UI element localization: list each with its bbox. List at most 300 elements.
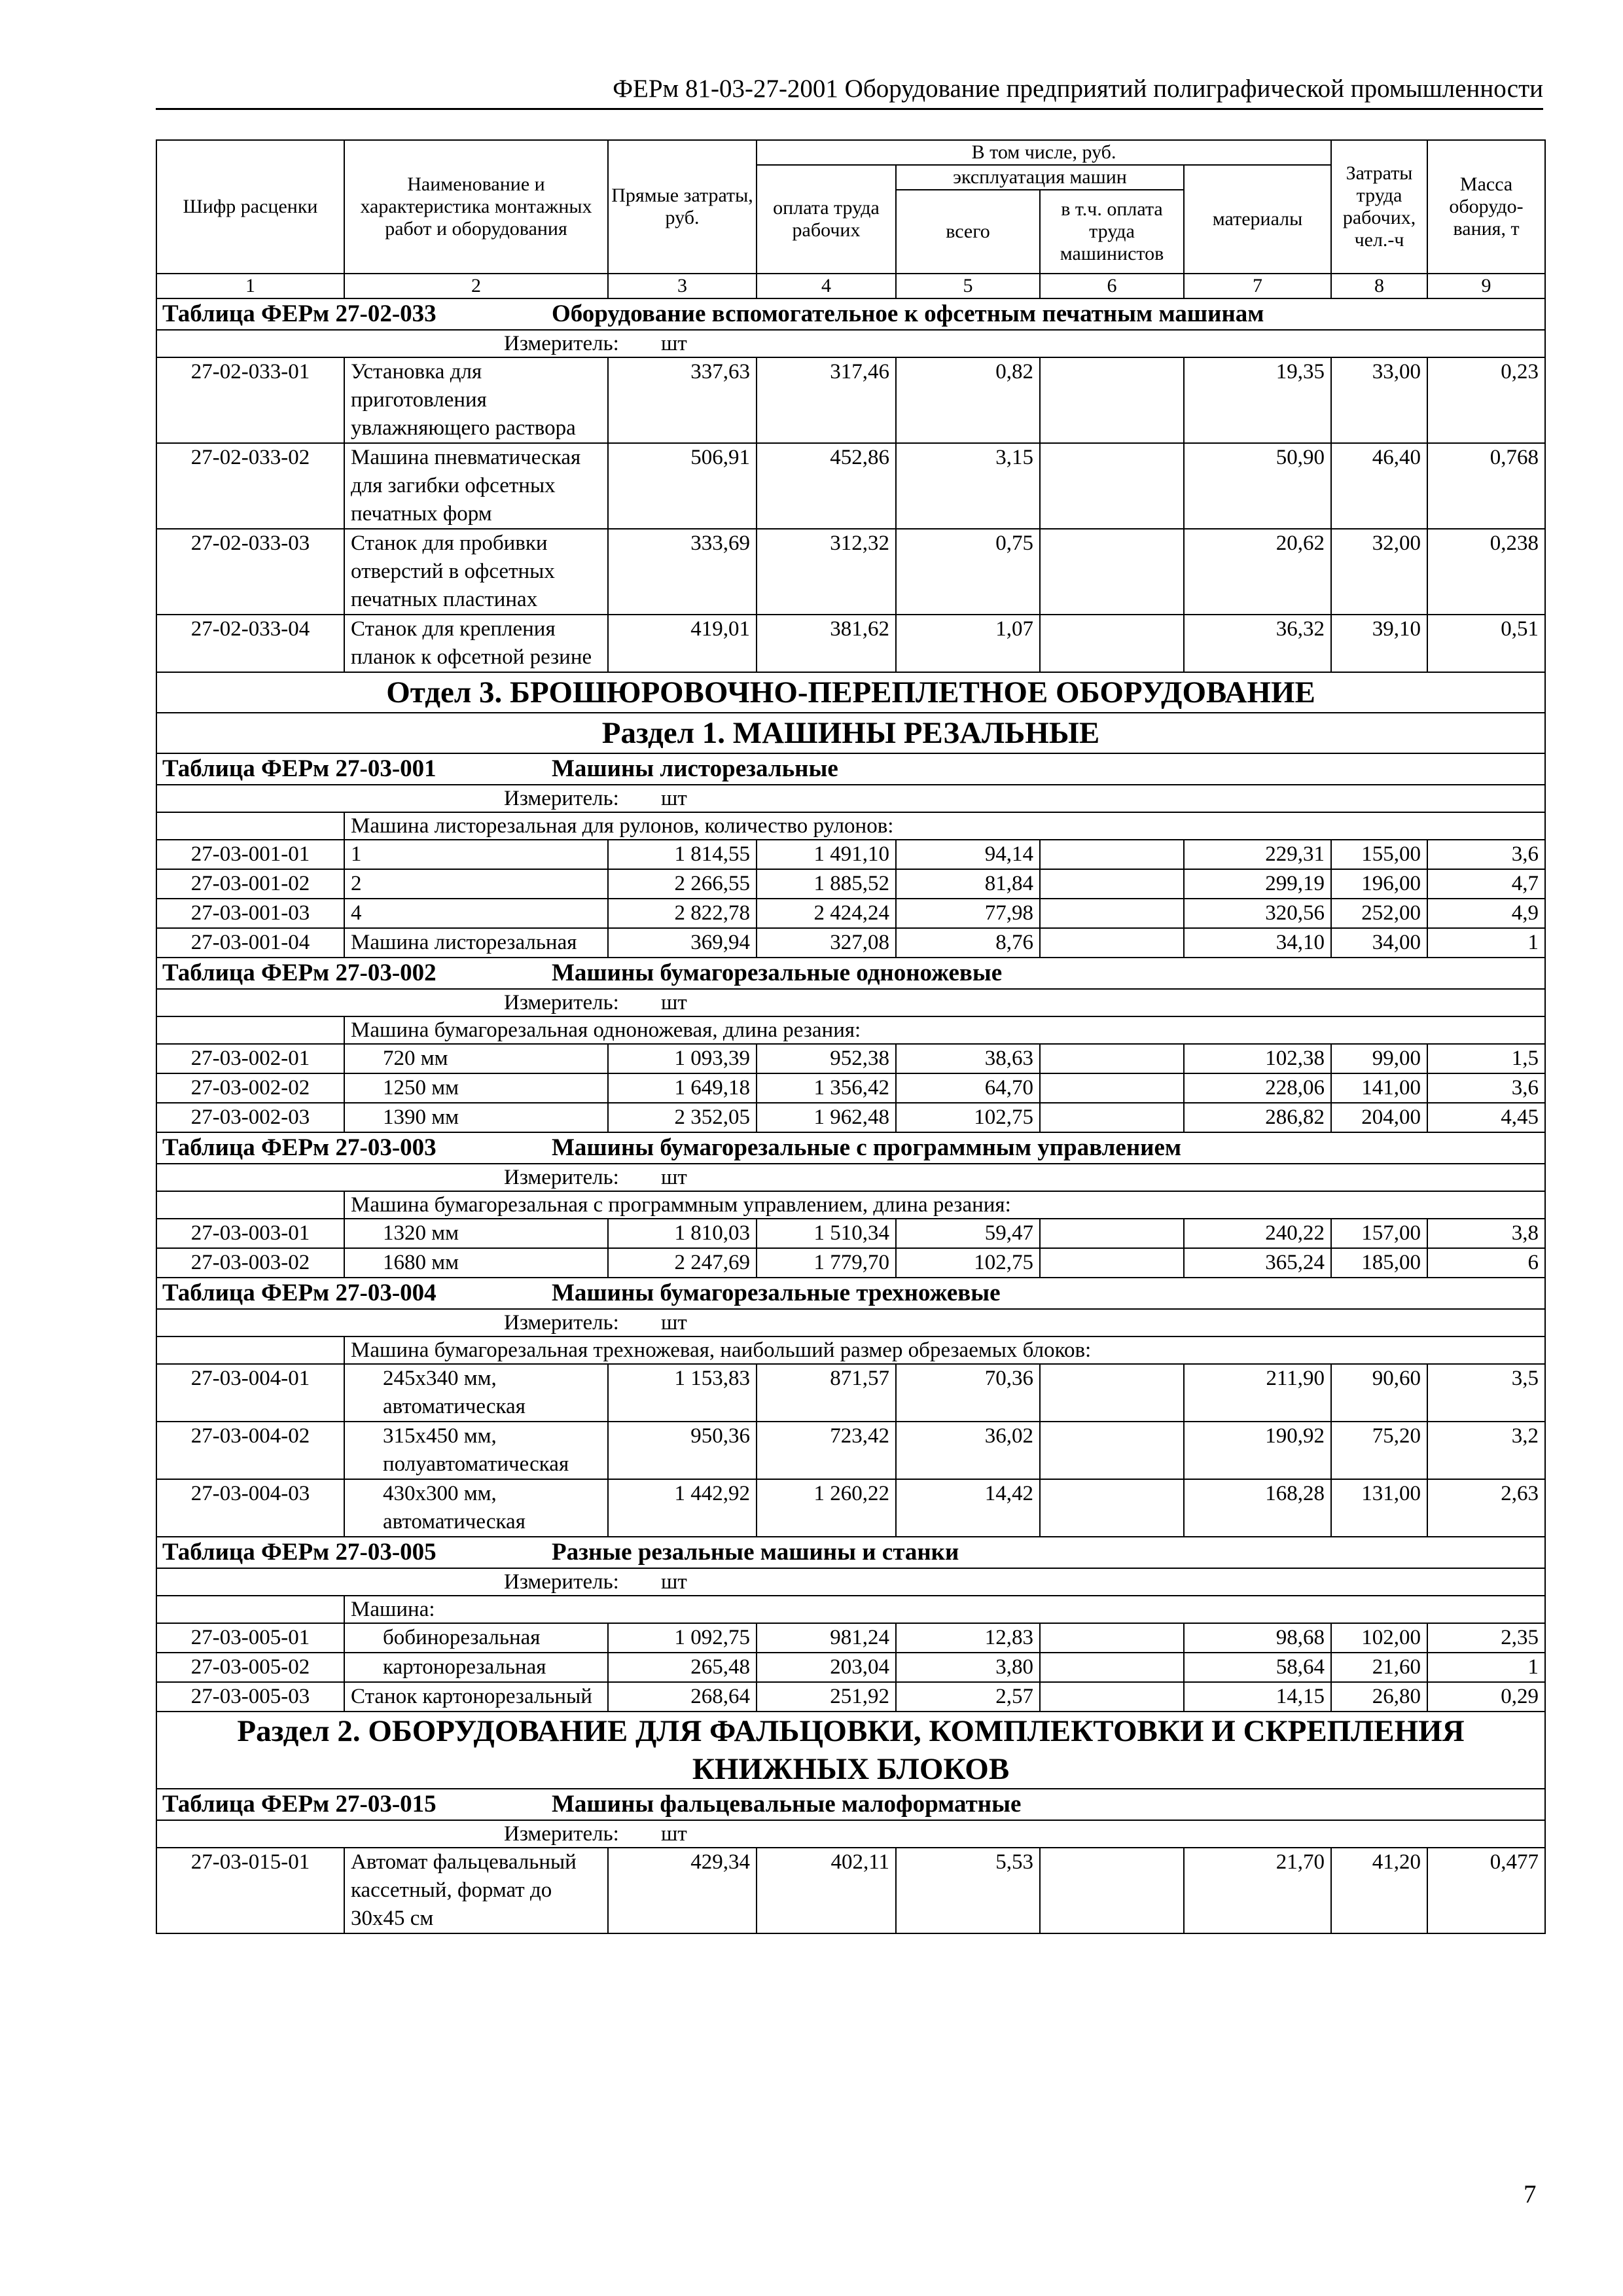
section-heading-row [156, 672, 1545, 713]
item-name: Машина пневматическая для загибки офсетных печатных форм [344, 443, 608, 529]
value-mass: 0,23 [1427, 357, 1545, 443]
value-mat: 286,82 [1184, 1103, 1331, 1132]
table-title: Машины бумагорезальные с программным управлением [552, 1134, 1182, 1161]
table-code: Таблица ФЕРм 27-02-033 [162, 300, 437, 327]
value-mach: 94,14 [896, 840, 1040, 869]
value-mat: 240,22 [1184, 1219, 1331, 1248]
table-title-row [156, 1537, 1545, 1568]
value-mass: 4,7 [1427, 869, 1545, 899]
rate-code: 27-03-004-03 [156, 1479, 344, 1537]
table-row [156, 1623, 1545, 1653]
value-mach: 0,75 [896, 529, 1040, 615]
rate-code: 27-03-002-03 [156, 1103, 344, 1132]
value-labor: 155,00 [1331, 840, 1427, 869]
table-row [156, 1364, 1545, 1422]
table-row [156, 443, 1545, 529]
rate-code: 27-03-001-01 [156, 840, 344, 869]
measure-label: Измеритель: [504, 1822, 619, 1846]
value-wage: 1 962,48 [757, 1103, 896, 1132]
rate-code: 27-03-002-01 [156, 1044, 344, 1073]
value-mass: 1,5 [1427, 1044, 1545, 1073]
value-direct: 268,64 [608, 1682, 757, 1712]
subsection-heading: Раздел 1. МАШИНЫ РЕЗАЛЬНЫЕ [156, 713, 1545, 753]
value-direct: 1 442,92 [608, 1479, 757, 1537]
value-labor: 39,10 [1331, 615, 1427, 672]
table-row [156, 928, 1545, 958]
value-mat: 20,62 [1184, 529, 1331, 615]
value-drv [1040, 1479, 1184, 1537]
value-labor: 26,80 [1331, 1682, 1427, 1712]
table-row [156, 615, 1545, 672]
item-name: 4 [344, 899, 608, 928]
table-row [156, 529, 1545, 615]
table-title-row [156, 298, 1545, 330]
value-mat: 365,24 [1184, 1248, 1331, 1278]
measure-label: Измеритель: [504, 1311, 619, 1335]
item-name: 245х340 мм, автоматическая [344, 1364, 608, 1422]
item-name: бобинорезальная [344, 1623, 608, 1653]
measure-label: Измеритель: [504, 1166, 619, 1189]
group-label: Машина листорезальная для рулонов, количество рулонов: [344, 812, 1545, 840]
value-direct: 265,48 [608, 1653, 757, 1682]
table-title: Оборудование вспомогательное к офсетным печатным машинам [552, 300, 1264, 327]
table-title-cell [156, 1132, 1545, 1164]
value-drv [1040, 899, 1184, 928]
value-labor: 32,00 [1331, 529, 1427, 615]
measure-unit: шт [661, 787, 687, 810]
value-mat: 102,38 [1184, 1044, 1331, 1073]
header-rule [156, 108, 1543, 110]
value-wage: 203,04 [757, 1653, 896, 1682]
item-name: Станок для пробивки отверстий в офсетных печатных пластинах [344, 529, 608, 615]
value-mass: 0,29 [1427, 1682, 1545, 1712]
subsection-heading-row [156, 713, 1545, 753]
table-row [156, 1044, 1545, 1073]
value-mat: 21,70 [1184, 1848, 1331, 1933]
measure-unit: шт [661, 332, 687, 355]
value-drv [1040, 357, 1184, 443]
value-direct: 1 153,83 [608, 1364, 757, 1422]
group-row [156, 1596, 1545, 1623]
measure-row [156, 1568, 1545, 1596]
item-name: 1680 мм [344, 1248, 608, 1278]
value-mat: 299,19 [1184, 869, 1331, 899]
value-labor: 46,40 [1331, 443, 1427, 529]
value-mass: 1 [1427, 1653, 1545, 1682]
value-mass: 3,6 [1427, 840, 1545, 869]
value-mass: 1 [1427, 928, 1545, 958]
table-row [156, 1248, 1545, 1278]
item-name: 1 [344, 840, 608, 869]
value-wage: 251,92 [757, 1682, 896, 1712]
table-header [156, 140, 1545, 298]
value-direct: 337,63 [608, 357, 757, 443]
col-direct-header: Прямые затраты, руб. [608, 140, 757, 274]
group-spacer [156, 1336, 344, 1364]
table-code: Таблица ФЕРм 27-03-004 [162, 1280, 437, 1306]
table-row [156, 1073, 1545, 1103]
value-direct: 950,36 [608, 1422, 757, 1479]
table-row [156, 357, 1545, 443]
col-index: 5 [896, 274, 1040, 298]
measure-unit: шт [661, 991, 687, 1014]
value-drv [1040, 1044, 1184, 1073]
rate-code: 27-02-033-02 [156, 443, 344, 529]
measure-cell [156, 785, 1545, 812]
table-title-cell [156, 753, 1545, 785]
value-mass: 0,477 [1427, 1848, 1545, 1933]
group-row [156, 1191, 1545, 1219]
value-direct: 1 814,55 [608, 840, 757, 869]
col-index: 8 [1331, 274, 1427, 298]
value-direct: 2 247,69 [608, 1248, 757, 1278]
rate-code: 27-02-033-01 [156, 357, 344, 443]
measure-unit: шт [661, 1311, 687, 1335]
rate-code: 27-03-004-02 [156, 1422, 344, 1479]
value-mat: 50,90 [1184, 443, 1331, 529]
measure-unit: шт [661, 1570, 687, 1594]
value-mach: 102,75 [896, 1103, 1040, 1132]
value-labor: 102,00 [1331, 1623, 1427, 1653]
column-index-row [156, 274, 1545, 298]
value-mass: 0,51 [1427, 615, 1545, 672]
measure-unit: шт [661, 1822, 687, 1846]
value-labor: 33,00 [1331, 357, 1427, 443]
col-index: 3 [608, 274, 757, 298]
value-mat: 228,06 [1184, 1073, 1331, 1103]
table-row [156, 869, 1545, 899]
value-mat: 320,56 [1184, 899, 1331, 928]
value-drv [1040, 443, 1184, 529]
group-spacer [156, 1596, 344, 1623]
item-name: Машина листорезальная [344, 928, 608, 958]
value-drv [1040, 928, 1184, 958]
group-row [156, 1336, 1545, 1364]
value-labor: 196,00 [1331, 869, 1427, 899]
value-wage: 327,08 [757, 928, 896, 958]
col-mass-header: Масса оборудо-вания, т [1427, 140, 1545, 274]
table-title-cell [156, 958, 1545, 989]
value-wage: 381,62 [757, 615, 896, 672]
col-index: 9 [1427, 274, 1545, 298]
table-title-row [156, 958, 1545, 989]
table-row [156, 1653, 1545, 1682]
item-name: 1250 мм [344, 1073, 608, 1103]
value-direct: 333,69 [608, 529, 757, 615]
table-title: Машины бумагорезальные одноножевые [552, 960, 1003, 986]
table-code: Таблица ФЕРм 27-03-015 [162, 1791, 437, 1818]
value-mach: 64,70 [896, 1073, 1040, 1103]
value-wage: 952,38 [757, 1044, 896, 1073]
value-drv [1040, 1248, 1184, 1278]
group-label: Машина бумагорезальная с программным управлением, длина резания: [344, 1191, 1545, 1219]
value-mat: 58,64 [1184, 1653, 1331, 1682]
value-drv [1040, 1623, 1184, 1653]
value-direct: 1 092,75 [608, 1623, 757, 1653]
section-heading: Отдел 3. БРОШЮРОВОЧНО-ПЕРЕПЛЕТНОЕ ОБОРУДОВАНИЕ [156, 672, 1545, 713]
value-mass: 3,5 [1427, 1364, 1545, 1422]
col-index: 1 [156, 274, 344, 298]
value-mass: 0,238 [1427, 529, 1545, 615]
table-row [156, 899, 1545, 928]
value-mat: 229,31 [1184, 840, 1331, 869]
item-name: Станок картонорезальный [344, 1682, 608, 1712]
measure-cell [156, 330, 1545, 357]
measure-cell [156, 1820, 1545, 1848]
value-drv [1040, 1073, 1184, 1103]
table-title-row [156, 753, 1545, 785]
value-wage: 1 491,10 [757, 840, 896, 869]
measure-label: Измеритель: [504, 787, 619, 810]
table-body [156, 298, 1545, 1933]
value-wage: 402,11 [757, 1848, 896, 1933]
group-row [156, 812, 1545, 840]
value-mass: 2,35 [1427, 1623, 1545, 1653]
item-name: Установка для приготовления увлажняющего раствора [344, 357, 608, 443]
rate-code: 27-03-015-01 [156, 1848, 344, 1933]
measure-cell [156, 1164, 1545, 1191]
value-direct: 419,01 [608, 615, 757, 672]
table-title: Машины листорезальные [552, 755, 838, 782]
value-labor: 75,20 [1331, 1422, 1427, 1479]
value-mach: 3,80 [896, 1653, 1040, 1682]
rate-code: 27-03-005-02 [156, 1653, 344, 1682]
value-mass: 3,2 [1427, 1422, 1545, 1479]
value-direct: 1 810,03 [608, 1219, 757, 1248]
col-materials-header: материалы [1184, 165, 1331, 274]
rate-code: 27-03-001-03 [156, 899, 344, 928]
value-mass: 4,45 [1427, 1103, 1545, 1132]
value-mach: 36,02 [896, 1422, 1040, 1479]
col-drivers-header: в т.ч. оплата труда машинистов [1040, 190, 1184, 274]
value-mach: 14,42 [896, 1479, 1040, 1537]
col-code-header: Шифр расценки [156, 140, 344, 274]
value-mass: 3,8 [1427, 1219, 1545, 1248]
rates-table [156, 139, 1546, 1934]
group-spacer [156, 1016, 344, 1044]
table-code: Таблица ФЕРм 27-03-001 [162, 755, 437, 782]
value-direct: 2 266,55 [608, 869, 757, 899]
value-mach: 81,84 [896, 869, 1040, 899]
value-mass: 6 [1427, 1248, 1545, 1278]
col-incl-header: В том числе, руб. [757, 140, 1331, 165]
table-title-cell [156, 1789, 1545, 1820]
table-row [156, 1848, 1545, 1933]
value-mat: 98,68 [1184, 1623, 1331, 1653]
value-drv [1040, 1422, 1184, 1479]
rate-code: 27-02-033-04 [156, 615, 344, 672]
item-name: 1390 мм [344, 1103, 608, 1132]
value-labor: 252,00 [1331, 899, 1427, 928]
value-mach: 8,76 [896, 928, 1040, 958]
value-drv [1040, 840, 1184, 869]
rate-code: 27-03-002-02 [156, 1073, 344, 1103]
value-direct: 2 822,78 [608, 899, 757, 928]
table-title: Машины фальцевальные малоформатные [552, 1791, 1022, 1818]
col-index: 7 [1184, 274, 1331, 298]
value-direct: 2 352,05 [608, 1103, 757, 1132]
value-direct: 1 093,39 [608, 1044, 757, 1073]
table-row [156, 1422, 1545, 1479]
col-index: 6 [1040, 274, 1184, 298]
table-row [156, 1682, 1545, 1712]
value-labor: 21,60 [1331, 1653, 1427, 1682]
value-direct: 506,91 [608, 443, 757, 529]
value-mat: 14,15 [1184, 1682, 1331, 1712]
value-mat: 19,35 [1184, 357, 1331, 443]
running-header: ФЕРм 81-03-27-2001 Оборудование предприятий полиграфической промышленности [613, 75, 1543, 103]
rate-code: 27-03-003-01 [156, 1219, 344, 1248]
table-code: Таблица ФЕРм 27-03-005 [162, 1539, 437, 1566]
value-labor: 99,00 [1331, 1044, 1427, 1073]
table-title-cell [156, 1278, 1545, 1309]
rate-code: 27-03-003-02 [156, 1248, 344, 1278]
col-index: 4 [757, 274, 896, 298]
measure-row [156, 1820, 1545, 1848]
col-machines-header: эксплуатация машин [896, 165, 1184, 190]
item-name: картонорезальная [344, 1653, 608, 1682]
value-mass: 4,9 [1427, 899, 1545, 928]
value-labor: 185,00 [1331, 1248, 1427, 1278]
value-labor: 131,00 [1331, 1479, 1427, 1537]
value-direct: 429,34 [608, 1848, 757, 1933]
group-row [156, 1016, 1545, 1044]
table-title-row [156, 1789, 1545, 1820]
value-wage: 1 510,34 [757, 1219, 896, 1248]
rate-code: 27-03-005-01 [156, 1623, 344, 1653]
value-mach: 77,98 [896, 899, 1040, 928]
value-drv [1040, 1364, 1184, 1422]
rate-code: 27-03-001-04 [156, 928, 344, 958]
value-wage: 452,86 [757, 443, 896, 529]
rate-code: 27-02-033-03 [156, 529, 344, 615]
measure-row [156, 1164, 1545, 1191]
measure-label: Измеритель: [504, 1570, 619, 1594]
value-wage: 1 885,52 [757, 869, 896, 899]
page-number: 7 [1524, 2180, 1537, 2208]
col-labor-header: Затраты труда рабочих, чел.-ч [1331, 140, 1427, 274]
value-mat: 190,92 [1184, 1422, 1331, 1479]
subsection-heading: Раздел 2. ОБОРУДОВАНИЕ ДЛЯ ФАЛЬЦОВКИ, КОМПЛЕКТОВКИ И СКРЕПЛЕНИЯ КНИЖНЫХ БЛОКОВ [156, 1712, 1545, 1789]
value-wage: 1 260,22 [757, 1479, 896, 1537]
value-labor: 34,00 [1331, 928, 1427, 958]
value-wage: 981,24 [757, 1623, 896, 1653]
value-direct: 369,94 [608, 928, 757, 958]
value-mach: 1,07 [896, 615, 1040, 672]
value-drv [1040, 1103, 1184, 1132]
value-mach: 2,57 [896, 1682, 1040, 1712]
value-mach: 59,47 [896, 1219, 1040, 1248]
value-labor: 41,20 [1331, 1848, 1427, 1933]
value-labor: 141,00 [1331, 1073, 1427, 1103]
measure-row [156, 330, 1545, 357]
value-wage: 2 424,24 [757, 899, 896, 928]
table-title-cell [156, 298, 1545, 330]
item-name: 720 мм [344, 1044, 608, 1073]
value-wage: 1 356,42 [757, 1073, 896, 1103]
col-total-header: всего [896, 190, 1040, 274]
value-drv [1040, 615, 1184, 672]
value-mach: 70,36 [896, 1364, 1040, 1422]
measure-row [156, 989, 1545, 1016]
item-name: 315х450 мм, полуавтоматическая [344, 1422, 608, 1479]
value-wage: 871,57 [757, 1364, 896, 1422]
value-mat: 211,90 [1184, 1364, 1331, 1422]
group-spacer [156, 1191, 344, 1219]
item-name: 2 [344, 869, 608, 899]
table-title: Машины бумагорезальные трехножевые [552, 1280, 1001, 1306]
value-mach: 38,63 [896, 1044, 1040, 1073]
value-wage: 317,46 [757, 357, 896, 443]
group-label: Машина бумагорезальная трехножевая, наибольший размер обрезаемых блоков: [344, 1336, 1545, 1364]
value-drv [1040, 869, 1184, 899]
value-drv [1040, 1848, 1184, 1933]
measure-row [156, 1309, 1545, 1336]
rate-code: 27-03-005-03 [156, 1682, 344, 1712]
value-mat: 34,10 [1184, 928, 1331, 958]
item-name: 1320 мм [344, 1219, 608, 1248]
table-code: Таблица ФЕРм 27-03-003 [162, 1134, 437, 1161]
table-row [156, 1479, 1545, 1537]
value-labor: 157,00 [1331, 1219, 1427, 1248]
value-mach: 102,75 [896, 1248, 1040, 1278]
table-row [156, 1103, 1545, 1132]
item-name: 430х300 мм, автоматическая [344, 1479, 608, 1537]
value-drv [1040, 1653, 1184, 1682]
value-mass: 3,6 [1427, 1073, 1545, 1103]
measure-cell [156, 1568, 1545, 1596]
group-label: Машина: [344, 1596, 1545, 1623]
group-spacer [156, 812, 344, 840]
value-wage: 1 779,70 [757, 1248, 896, 1278]
measure-cell [156, 989, 1545, 1016]
measure-row [156, 785, 1545, 812]
table-title: Разные резальные машины и станки [552, 1539, 959, 1566]
rate-code: 27-03-004-01 [156, 1364, 344, 1422]
table-row [156, 1219, 1545, 1248]
value-drv [1040, 1682, 1184, 1712]
rate-code: 27-03-001-02 [156, 869, 344, 899]
measure-label: Измеритель: [504, 332, 619, 355]
subsection-heading-row [156, 1712, 1545, 1789]
value-mat: 36,32 [1184, 615, 1331, 672]
value-wage: 312,32 [757, 529, 896, 615]
value-mach: 12,83 [896, 1623, 1040, 1653]
item-name: Станок для крепления планок к офсетной резине [344, 615, 608, 672]
table-title-row [156, 1132, 1545, 1164]
col-index: 2 [344, 274, 608, 298]
measure-label: Измеритель: [504, 991, 619, 1014]
measure-unit: шт [661, 1166, 687, 1189]
value-direct: 1 649,18 [608, 1073, 757, 1103]
value-mach: 0,82 [896, 357, 1040, 443]
value-labor: 90,60 [1331, 1364, 1427, 1422]
table-title-cell [156, 1537, 1545, 1568]
value-mat: 168,28 [1184, 1479, 1331, 1537]
col-wage-header: оплата труда рабочих [757, 165, 896, 274]
value-mach: 3,15 [896, 443, 1040, 529]
item-name: Автомат фальцевальный кассетный, формат до 30х45 см [344, 1848, 608, 1933]
value-mach: 5,53 [896, 1848, 1040, 1933]
col-name-header: Наименование и характеристика монтажных работ и оборудования [344, 140, 608, 274]
value-wage: 723,42 [757, 1422, 896, 1479]
group-label: Машина бумагорезальная одноножевая, длина резания: [344, 1016, 1545, 1044]
value-drv [1040, 1219, 1184, 1248]
value-mass: 0,768 [1427, 443, 1545, 529]
value-labor: 204,00 [1331, 1103, 1427, 1132]
value-drv [1040, 529, 1184, 615]
measure-cell [156, 1309, 1545, 1336]
